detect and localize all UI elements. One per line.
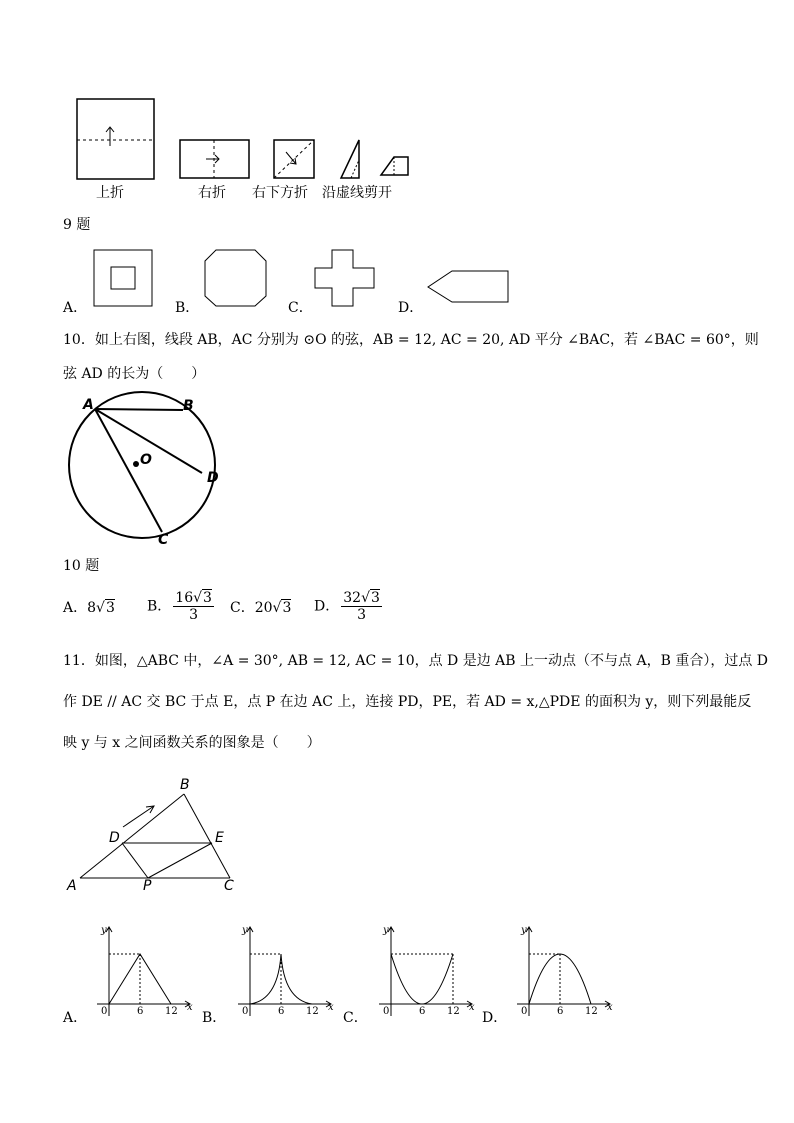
q11-point-c: C xyxy=(224,878,234,894)
graph-a-origin: 0 xyxy=(101,1006,108,1017)
fold-label-right: 右折 xyxy=(198,185,226,201)
graph-b-y-label: y xyxy=(242,925,248,936)
graph-d-tick-6: 6 xyxy=(557,1006,564,1017)
graph-b-origin: 0 xyxy=(242,1006,249,1017)
graph-b-tick-6: 6 xyxy=(278,1006,285,1017)
q11-option-b[interactable]: B． xyxy=(202,1010,227,1026)
q10-option-d[interactable]: D． $\frac{32√3}{3}$ xyxy=(314,590,380,623)
point-o-label: O xyxy=(140,452,152,468)
graph-c-tick-12: 12 xyxy=(447,1006,460,1017)
q11-point-d: D xyxy=(109,830,120,846)
graph-a-tick-6: 6 xyxy=(137,1006,144,1017)
q11-option-a[interactable]: A． xyxy=(63,1010,88,1026)
graph-c-x-label: x xyxy=(469,1002,475,1013)
q11-option-c[interactable]: C． xyxy=(343,1010,368,1026)
point-d-label: D xyxy=(207,470,219,486)
q9-option-c[interactable]: C． xyxy=(288,300,313,316)
q11-option-d[interactable]: D． xyxy=(482,1010,508,1026)
graph-c-tick-6: 6 xyxy=(419,1006,426,1017)
q10-question-line-2: 弦 AD 的长为（ ） xyxy=(63,366,206,382)
q10-option-c[interactable]: C．20√3 xyxy=(230,600,292,616)
q9-option-a[interactable]: A． xyxy=(63,300,88,316)
graph-b-x-label: x xyxy=(328,1002,334,1013)
q11-question-line-2: 作 DE // AC 交 BC 于点 E，点 P 在边 AC 上，连接 PD，PE，若 AD = x,△PDE 的面积为 y，则下列最能反 xyxy=(63,694,752,710)
graph-d-origin: 0 xyxy=(521,1006,528,1017)
point-a-label: A xyxy=(83,397,94,413)
q10-option-b[interactable]: B． $\frac{16√3}{3}$ xyxy=(147,590,212,623)
graph-a-tick-12: 12 xyxy=(165,1006,178,1017)
q10-question-line-1: 10．如上右图，线段 AB，AC 分别为 ⊙O 的弦，AB = 12, AC = 20, AD 平分 ∠BAC，若 ∠BAC = 60°，则 xyxy=(63,332,759,348)
point-b-label: B xyxy=(183,398,194,414)
graph-d-tick-12: 12 xyxy=(585,1006,598,1017)
graph-d-y-label: y xyxy=(521,925,527,936)
graph-c-origin: 0 xyxy=(383,1006,390,1017)
graph-a-y-label: y xyxy=(101,925,107,936)
q11-point-e: E xyxy=(215,830,224,846)
q11-point-p: P xyxy=(143,878,152,894)
q9-caption: 9 题 xyxy=(63,217,91,233)
fold-label-cut: 沿虚线剪开 xyxy=(322,185,392,201)
q9-option-d[interactable]: D． xyxy=(398,300,424,316)
q11-question-line-3: 映 y 与 x 之间函数关系的图象是（ ） xyxy=(63,735,321,751)
graph-a-x-label: x xyxy=(187,1002,193,1013)
graph-b-tick-12: 12 xyxy=(306,1006,319,1017)
fold-label-lower-right: 右下方折 xyxy=(252,185,308,201)
q11-point-a: A xyxy=(67,878,77,894)
q10-option-a[interactable]: A．8√3 xyxy=(63,600,115,616)
q11-point-b: B xyxy=(180,777,190,793)
q11-question-line-1: 11．如图，△ABC 中，∠A = 30°, AB = 12, AC = 10，点 D 是边 AB 上一动点（不与点 A，B 重合），过点 D xyxy=(63,653,768,669)
q10-caption: 10 题 xyxy=(63,558,100,574)
graph-c-y-label: y xyxy=(383,925,389,936)
graph-d-x-label: x xyxy=(607,1002,613,1013)
q9-option-b[interactable]: B． xyxy=(175,300,200,316)
point-c-label: C xyxy=(158,532,169,548)
fold-label-up: 上折 xyxy=(96,185,124,201)
